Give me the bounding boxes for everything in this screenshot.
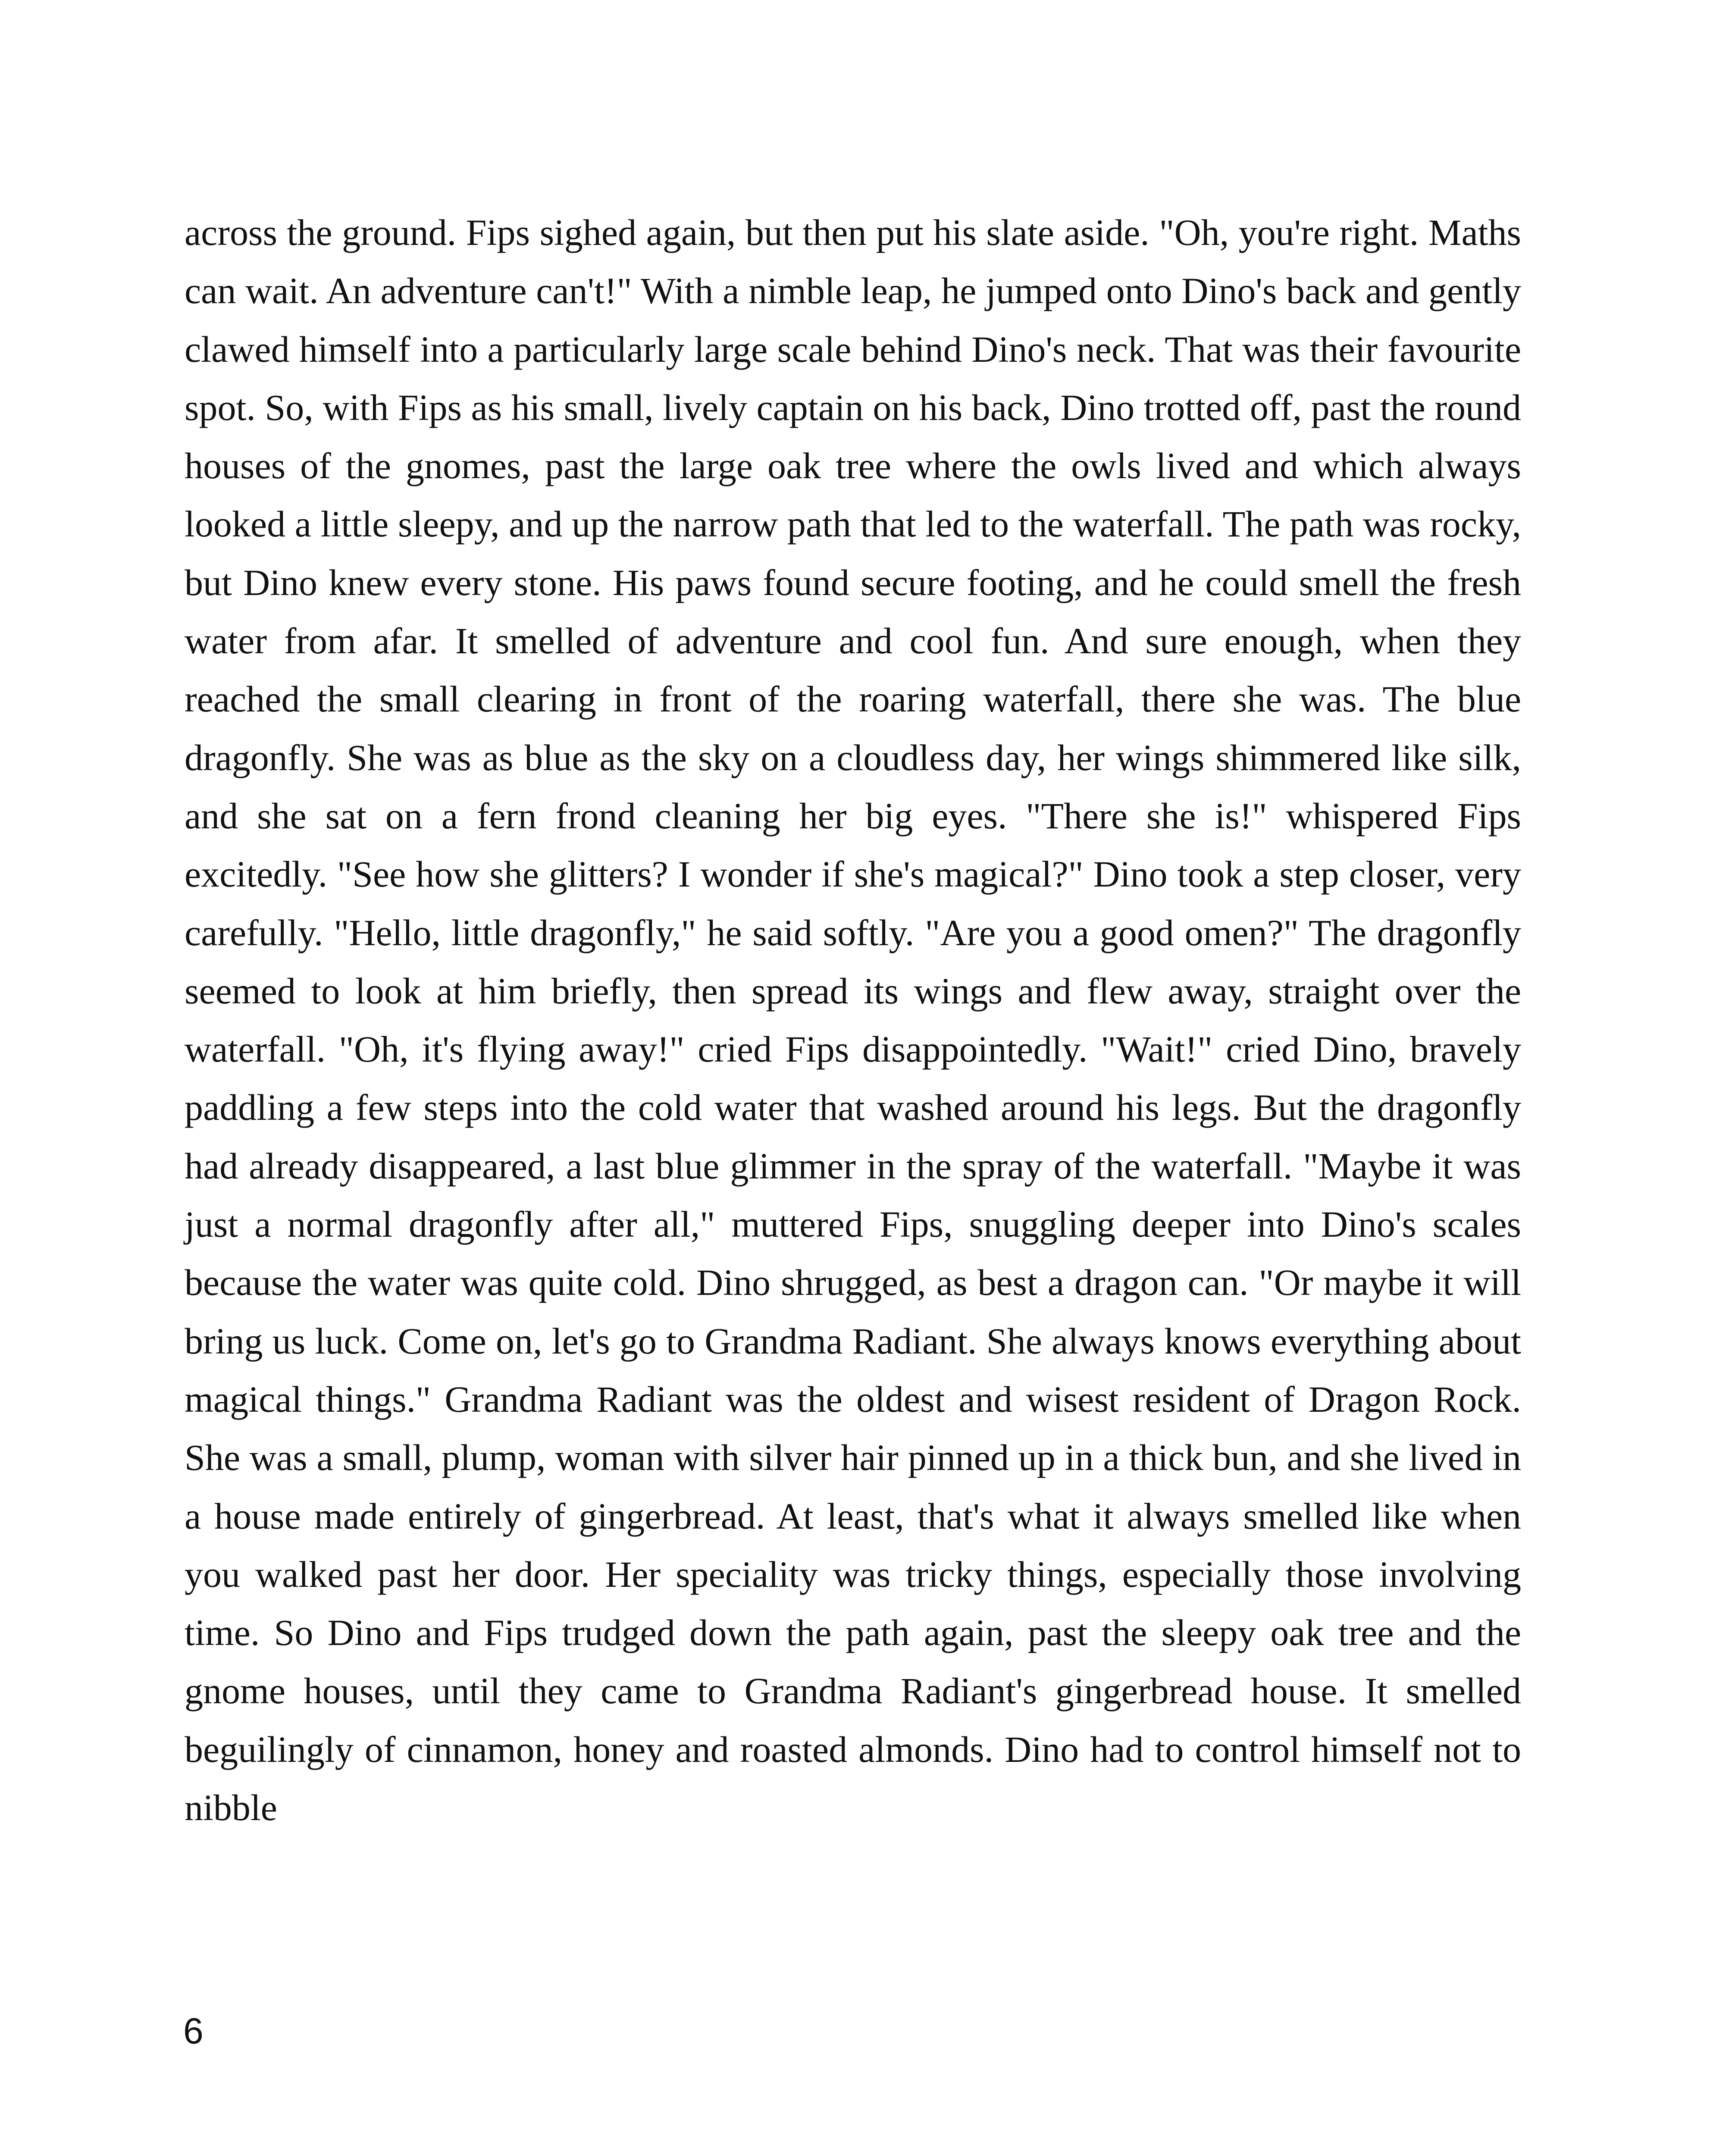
page-number: 6	[183, 2011, 204, 2051]
body-paragraph: across the ground. Fips sighed again, but then put his slate aside. "Oh, you're right. Maths can wait. An adventure can't!" With a nimble leap, he jumped onto Dino's back and gently clawed himself into a particularly large scale behind Dino's neck. That was their favourite spot. So, with Fips as his small, lively captain on his back, Dino trotted off, past the round houses of the gnomes, past the large oak tree where the owls lived and which always looked a little sleepy, and up the narrow path that led to the waterfall. The path was rocky, but Dino knew every stone. His paws found secure footing, and he could smell the fresh water from afar. It smelled of adventure and cool fun. And sure enough, when they reached the small clearing in front of the roaring waterfall, there she was. The blue dragonfly. She was as blue as the sky on a cloudless day, her wings shimmered like silk, and she sat on a fern frond cleaning her big eyes. "There she is!" whispered Fips excitedly. "See how she glitters? I wonder if she's magical?" Dino took a step closer, very carefully. "Hello, little dragonfly," he said softly. "Are you a good omen?" The dragonfly seemed to look at him briefly, then spread its wings and flew away, straight over the waterfall. "Oh, it's flying away!" cried Fips disappointedly. "Wait!" cried Dino, bravely paddling a few steps into the cold water that washed around his legs. But the dragonfly had already disappeared, a last blue glimmer in the spray of the waterfall. "Maybe it was just a normal dragonfly after all," muttered Fips, snuggling deeper into Dino's scales because the water was quite cold. Dino shrugged, as best a dragon can. "Or maybe it will bring us luck. Come on, let's go to Grandma Radiant. She always knows everything about magical things." Grandma Radiant was the oldest and wisest resident of Dragon Rock. She was a small, plump, woman with silver hair pinned up in a thick bun, and she lived in a house made entirely of gingerbread. At least, that's what it always smelled like when you walked past her door. Her speciality was tricky things, especially those involving time. So Dino and Fips trudged down the path again, past the sleepy oak tree and the gnome houses, until they came to Grandma Radiant's gingerbread house. It smelled beguilingly of cinnamon, honey and roasted almonds. Dino had to control himself not to nibble	[185, 212, 1521, 1829]
